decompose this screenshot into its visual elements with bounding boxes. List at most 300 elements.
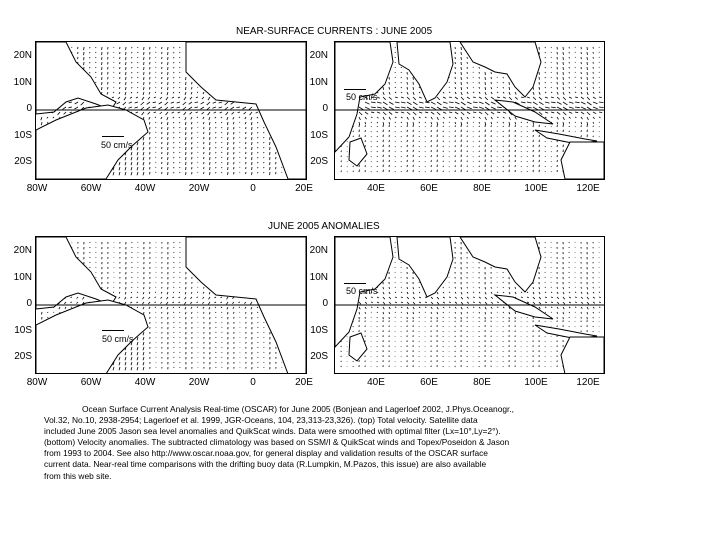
current-vector bbox=[575, 107, 580, 108]
current-vector bbox=[419, 122, 420, 123]
current-vector bbox=[125, 292, 126, 294]
current-vector bbox=[167, 307, 168, 309]
current-vector bbox=[449, 112, 452, 113]
current-vector bbox=[437, 102, 442, 105]
current-vector bbox=[575, 97, 578, 98]
lon-label: 0 bbox=[250, 183, 256, 194]
current-vector bbox=[233, 122, 234, 124]
current-vector bbox=[395, 102, 400, 103]
current-vector bbox=[143, 292, 144, 294]
current-vector bbox=[221, 307, 222, 308]
current-vector bbox=[245, 122, 246, 124]
current-vector bbox=[401, 287, 402, 288]
current-vector bbox=[239, 307, 240, 308]
coastline bbox=[36, 237, 116, 309]
current-vector bbox=[377, 107, 382, 108]
current-vector bbox=[557, 287, 558, 289]
current-vector bbox=[401, 117, 403, 118]
lat-label: 10S bbox=[14, 325, 32, 336]
current-vector bbox=[491, 292, 492, 294]
current-vector bbox=[473, 122, 474, 123]
current-vector bbox=[479, 122, 480, 124]
current-vector bbox=[63, 107, 67, 109]
current-vector bbox=[237, 107, 241, 108]
current-vector bbox=[125, 162, 126, 165]
current-vector bbox=[527, 97, 530, 98]
current-vector bbox=[131, 362, 132, 365]
lat-label: 20N bbox=[13, 245, 32, 256]
current-vector bbox=[383, 102, 388, 105]
current-vector bbox=[449, 297, 451, 298]
current-vector bbox=[129, 107, 133, 108]
current-vector bbox=[545, 117, 547, 118]
current-vector bbox=[149, 122, 150, 124]
current-vector bbox=[203, 92, 204, 94]
current-vector bbox=[515, 292, 516, 294]
current-vector bbox=[581, 302, 583, 304]
current-vector bbox=[557, 312, 558, 314]
lon-label: 100E bbox=[524, 377, 548, 388]
current-vector bbox=[467, 87, 468, 89]
coastline bbox=[495, 295, 553, 319]
current-vector bbox=[461, 97, 464, 100]
current-vector bbox=[419, 302, 421, 303]
current-vector bbox=[491, 107, 496, 109]
current-vector bbox=[359, 312, 360, 314]
current-vector bbox=[173, 92, 174, 93]
current-vector bbox=[461, 87, 462, 90]
current-vector bbox=[521, 292, 522, 293]
current-vector bbox=[491, 302, 493, 304]
current-vector bbox=[135, 102, 138, 103]
current-vector bbox=[503, 287, 504, 288]
current-vector bbox=[125, 92, 126, 95]
current-vector bbox=[491, 297, 493, 299]
current-vector bbox=[197, 292, 198, 293]
current-vector bbox=[527, 297, 529, 298]
current-vector bbox=[467, 302, 469, 303]
current-vector bbox=[131, 367, 132, 370]
current-vector bbox=[413, 122, 414, 125]
lon-label: 60W bbox=[80, 377, 102, 388]
current-vector bbox=[221, 117, 222, 118]
current-vector bbox=[137, 92, 138, 93]
current-vector bbox=[503, 307, 504, 308]
current-vector bbox=[215, 122, 216, 123]
current-vector bbox=[383, 97, 386, 100]
current-vector bbox=[431, 297, 433, 299]
current-vector bbox=[491, 112, 494, 114]
indian-ocean-anomalies-svg bbox=[335, 237, 604, 373]
current-vector bbox=[365, 117, 367, 119]
current-vector bbox=[599, 92, 600, 93]
current-vector bbox=[497, 92, 498, 93]
current-vector bbox=[198, 87, 199, 88]
current-vector bbox=[243, 107, 247, 109]
current-vector bbox=[467, 102, 472, 104]
lon-label: 120E bbox=[576, 183, 600, 194]
lon-label: 60E bbox=[420, 377, 438, 388]
current-vector bbox=[401, 87, 402, 88]
lat-label: 10N bbox=[309, 77, 328, 88]
coastline bbox=[349, 333, 367, 361]
current-vector bbox=[178, 112, 180, 113]
current-vector bbox=[167, 122, 168, 125]
current-vector bbox=[142, 302, 144, 304]
lon-label: 60W bbox=[80, 183, 102, 194]
current-vector bbox=[533, 302, 535, 304]
lon-label: 20W bbox=[188, 183, 210, 194]
coastline bbox=[460, 42, 541, 97]
current-vector bbox=[137, 152, 138, 155]
current-vector bbox=[467, 117, 469, 119]
current-vector bbox=[587, 117, 589, 120]
current-vector bbox=[449, 312, 450, 313]
current-vector bbox=[377, 117, 379, 118]
current-vector bbox=[203, 117, 204, 119]
current-vector bbox=[443, 112, 446, 113]
current-vector bbox=[443, 107, 448, 108]
current-vector bbox=[130, 302, 132, 303]
current-vector bbox=[189, 102, 192, 104]
current-vector bbox=[593, 117, 595, 119]
current-vector bbox=[202, 302, 204, 304]
current-vector bbox=[407, 117, 409, 120]
lat-label: 10N bbox=[309, 272, 328, 283]
current-vector bbox=[563, 102, 568, 105]
current-vector bbox=[425, 312, 426, 313]
current-vector bbox=[197, 297, 199, 298]
current-vector bbox=[563, 312, 564, 314]
current-vector bbox=[545, 87, 546, 88]
current-vector bbox=[195, 102, 198, 103]
coastline bbox=[561, 142, 604, 179]
lat-label: 20N bbox=[13, 50, 32, 61]
current-vector bbox=[413, 117, 415, 120]
current-vector bbox=[208, 302, 210, 304]
current-vector bbox=[119, 297, 121, 299]
current-vector bbox=[371, 312, 372, 313]
current-vector bbox=[419, 87, 420, 88]
current-vector bbox=[467, 292, 468, 293]
current-vector bbox=[180, 87, 181, 88]
current-vector bbox=[515, 97, 518, 99]
lon-label: 20W bbox=[188, 377, 210, 388]
current-vector bbox=[401, 292, 402, 293]
current-vector bbox=[226, 112, 228, 115]
current-vector bbox=[117, 102, 120, 104]
current-vector bbox=[503, 312, 504, 313]
current-vector bbox=[461, 312, 462, 314]
current-vector bbox=[383, 112, 386, 115]
current-vector bbox=[569, 297, 571, 298]
current-vector bbox=[383, 107, 388, 110]
current-vector bbox=[575, 92, 576, 93]
current-vector bbox=[395, 307, 396, 308]
current-vector bbox=[125, 362, 126, 365]
current-vector bbox=[201, 107, 205, 109]
current-vector bbox=[143, 92, 144, 95]
current-vector bbox=[147, 107, 151, 109]
current-vector bbox=[413, 87, 414, 90]
current-vector bbox=[213, 107, 217, 108]
current-vector bbox=[437, 307, 438, 309]
current-vector bbox=[455, 112, 458, 114]
current-vector bbox=[551, 97, 554, 98]
current-vector bbox=[449, 107, 454, 108]
current-vector bbox=[131, 172, 132, 175]
current-vector bbox=[581, 92, 582, 94]
current-vector bbox=[246, 312, 247, 314]
lat-label: 20N bbox=[309, 50, 328, 61]
current-vector bbox=[551, 302, 553, 303]
current-vector bbox=[473, 307, 474, 308]
current-vector bbox=[527, 292, 528, 293]
current-vector bbox=[437, 112, 440, 115]
current-vector bbox=[124, 302, 126, 304]
current-vector bbox=[154, 302, 156, 303]
current-vector bbox=[419, 97, 422, 98]
current-vector bbox=[148, 97, 150, 99]
current-vector bbox=[575, 87, 576, 88]
current-vector bbox=[377, 122, 378, 123]
current-vector bbox=[485, 287, 486, 289]
caption-line: included June 2005 Jason sea level anomalies and QuikScat winds. Data were smoothed with optimal filter (Lx=10°,Ly=2°). bbox=[44, 426, 501, 437]
current-vector bbox=[587, 97, 590, 100]
current-vector bbox=[197, 307, 198, 308]
current-vector bbox=[143, 172, 144, 175]
current-vector bbox=[377, 307, 378, 308]
lat-label: 10S bbox=[310, 130, 328, 141]
current-vector bbox=[461, 117, 463, 120]
scale-arrow bbox=[344, 283, 366, 284]
current-vector bbox=[143, 362, 144, 365]
current-vector bbox=[551, 117, 553, 118]
current-vector bbox=[419, 102, 424, 103]
current-vector bbox=[563, 122, 564, 125]
current-vector bbox=[491, 117, 493, 119]
current-vector bbox=[208, 97, 210, 100]
current-vector bbox=[407, 112, 410, 115]
current-vector bbox=[599, 112, 602, 113]
current-vector bbox=[431, 307, 432, 309]
current-vector bbox=[563, 307, 564, 309]
current-vector bbox=[167, 292, 168, 294]
current-vector bbox=[209, 292, 210, 294]
current-vector bbox=[581, 312, 582, 314]
lon-label: 80W bbox=[26, 183, 48, 194]
current-vector bbox=[509, 117, 511, 120]
current-vector bbox=[383, 122, 384, 125]
current-vector bbox=[527, 107, 532, 108]
current-vector bbox=[365, 312, 366, 314]
current-vector bbox=[593, 122, 594, 124]
current-vector bbox=[191, 117, 192, 119]
current-vector bbox=[563, 87, 564, 90]
current-vector bbox=[479, 92, 480, 94]
current-vector bbox=[137, 352, 138, 355]
current-vector bbox=[443, 307, 444, 308]
current-vector bbox=[208, 112, 210, 115]
current-vector bbox=[539, 302, 541, 304]
current-vector bbox=[155, 92, 156, 93]
current-vector bbox=[461, 122, 462, 125]
current-vector bbox=[437, 302, 439, 304]
current-vector bbox=[419, 117, 421, 118]
current-vector bbox=[143, 147, 144, 150]
current-vector bbox=[227, 122, 228, 125]
current-vector bbox=[569, 87, 570, 88]
current-vector bbox=[365, 107, 370, 109]
current-vector bbox=[467, 92, 468, 94]
current-vector bbox=[413, 107, 418, 110]
current-vector bbox=[131, 162, 132, 165]
current-vector bbox=[75, 102, 78, 104]
current-vector bbox=[191, 297, 193, 299]
current-vector bbox=[491, 287, 492, 289]
current-vector bbox=[377, 112, 380, 113]
current-vector bbox=[159, 102, 162, 104]
current-vector bbox=[527, 122, 528, 123]
current-vector bbox=[359, 117, 361, 120]
current-vector bbox=[587, 102, 592, 105]
atlantic-currents-map bbox=[35, 41, 307, 180]
current-vector bbox=[125, 172, 126, 175]
current-vector bbox=[419, 112, 422, 113]
lon-label: 80E bbox=[473, 377, 491, 388]
current-vector bbox=[485, 97, 488, 100]
current-vector bbox=[593, 102, 598, 104]
current-vector bbox=[593, 97, 596, 99]
current-vector bbox=[136, 302, 138, 303]
current-vector bbox=[256, 112, 258, 113]
current-vector bbox=[174, 312, 175, 313]
current-vector bbox=[419, 287, 420, 288]
current-vector bbox=[383, 287, 384, 289]
current-vector bbox=[192, 312, 193, 314]
current-vector bbox=[419, 312, 420, 313]
current-vector bbox=[461, 292, 462, 294]
current-vector bbox=[593, 112, 596, 114]
current-vector bbox=[455, 107, 460, 109]
lon-label: 60E bbox=[420, 183, 438, 194]
current-vector bbox=[227, 117, 228, 120]
current-vector bbox=[599, 117, 601, 118]
current-vector bbox=[437, 297, 439, 299]
current-vector bbox=[178, 302, 180, 303]
current-vector bbox=[569, 97, 572, 98]
current-vector bbox=[533, 107, 538, 110]
current-vector bbox=[449, 87, 450, 88]
current-vector bbox=[131, 352, 132, 355]
current-vector bbox=[569, 287, 570, 288]
current-vector bbox=[185, 117, 186, 120]
current-vector bbox=[129, 102, 132, 103]
current-vector bbox=[202, 97, 204, 99]
current-vector bbox=[131, 347, 132, 350]
current-vector bbox=[515, 312, 516, 314]
lon-label: 20E bbox=[295, 183, 313, 194]
current-vector bbox=[485, 102, 490, 105]
current-vector bbox=[575, 297, 577, 298]
current-vector bbox=[161, 297, 163, 299]
current-vector bbox=[407, 122, 408, 125]
current-vector bbox=[593, 297, 595, 298]
current-vector bbox=[119, 362, 120, 365]
current-vector bbox=[497, 307, 498, 308]
current-vector bbox=[257, 122, 258, 123]
current-vector bbox=[130, 97, 132, 98]
current-vector bbox=[365, 297, 367, 299]
current-vector bbox=[575, 287, 576, 288]
current-vector bbox=[195, 107, 199, 108]
current-vector bbox=[77, 297, 79, 299]
current-vector bbox=[503, 97, 506, 98]
current-vector bbox=[545, 97, 548, 98]
current-vector bbox=[587, 112, 590, 115]
current-vector bbox=[149, 292, 150, 294]
caption-line: current data. Near-real time comparisons with the drifting buoy data (R.Lumpkin, M.Pazos, this issue) are also available bbox=[44, 459, 487, 470]
current-vector bbox=[533, 92, 534, 95]
current-vector bbox=[213, 102, 216, 103]
current-vector bbox=[557, 117, 559, 119]
current-vector bbox=[166, 112, 168, 115]
current-vector bbox=[359, 307, 360, 309]
current-vector bbox=[485, 292, 486, 294]
current-vector bbox=[153, 107, 157, 108]
current-vector bbox=[479, 117, 481, 119]
current-vector bbox=[419, 307, 420, 308]
current-vector bbox=[575, 122, 576, 123]
current-vector bbox=[557, 302, 559, 304]
current-vector bbox=[515, 117, 517, 119]
current-vector bbox=[509, 87, 510, 90]
current-vector bbox=[179, 307, 180, 308]
current-vector bbox=[257, 307, 258, 308]
current-vector bbox=[551, 92, 552, 93]
current-vector bbox=[377, 102, 382, 103]
current-vector bbox=[473, 287, 474, 288]
current-vector bbox=[395, 107, 400, 108]
current-vector bbox=[102, 87, 103, 90]
current-vector bbox=[171, 107, 175, 108]
current-vector bbox=[455, 102, 460, 104]
current-vector bbox=[581, 107, 586, 109]
current-vector bbox=[557, 307, 558, 309]
current-vector bbox=[449, 97, 452, 98]
current-vector bbox=[467, 297, 469, 298]
current-vector bbox=[401, 297, 403, 298]
current-vector bbox=[365, 122, 366, 124]
current-vector bbox=[581, 117, 583, 119]
current-vector bbox=[443, 117, 445, 118]
current-vector bbox=[232, 302, 234, 304]
current-vector bbox=[227, 297, 229, 299]
current-vector bbox=[419, 107, 424, 108]
current-vector bbox=[503, 92, 504, 93]
current-vector bbox=[371, 112, 374, 113]
current-vector bbox=[545, 302, 547, 303]
current-vector bbox=[599, 107, 604, 108]
current-vector bbox=[171, 102, 174, 103]
current-vector bbox=[383, 312, 384, 314]
current-vector bbox=[593, 87, 594, 89]
current-vector bbox=[47, 122, 48, 123]
current-vector bbox=[257, 117, 258, 118]
current-vector bbox=[569, 112, 572, 113]
current-vector bbox=[491, 307, 492, 309]
current-vector bbox=[215, 307, 216, 308]
